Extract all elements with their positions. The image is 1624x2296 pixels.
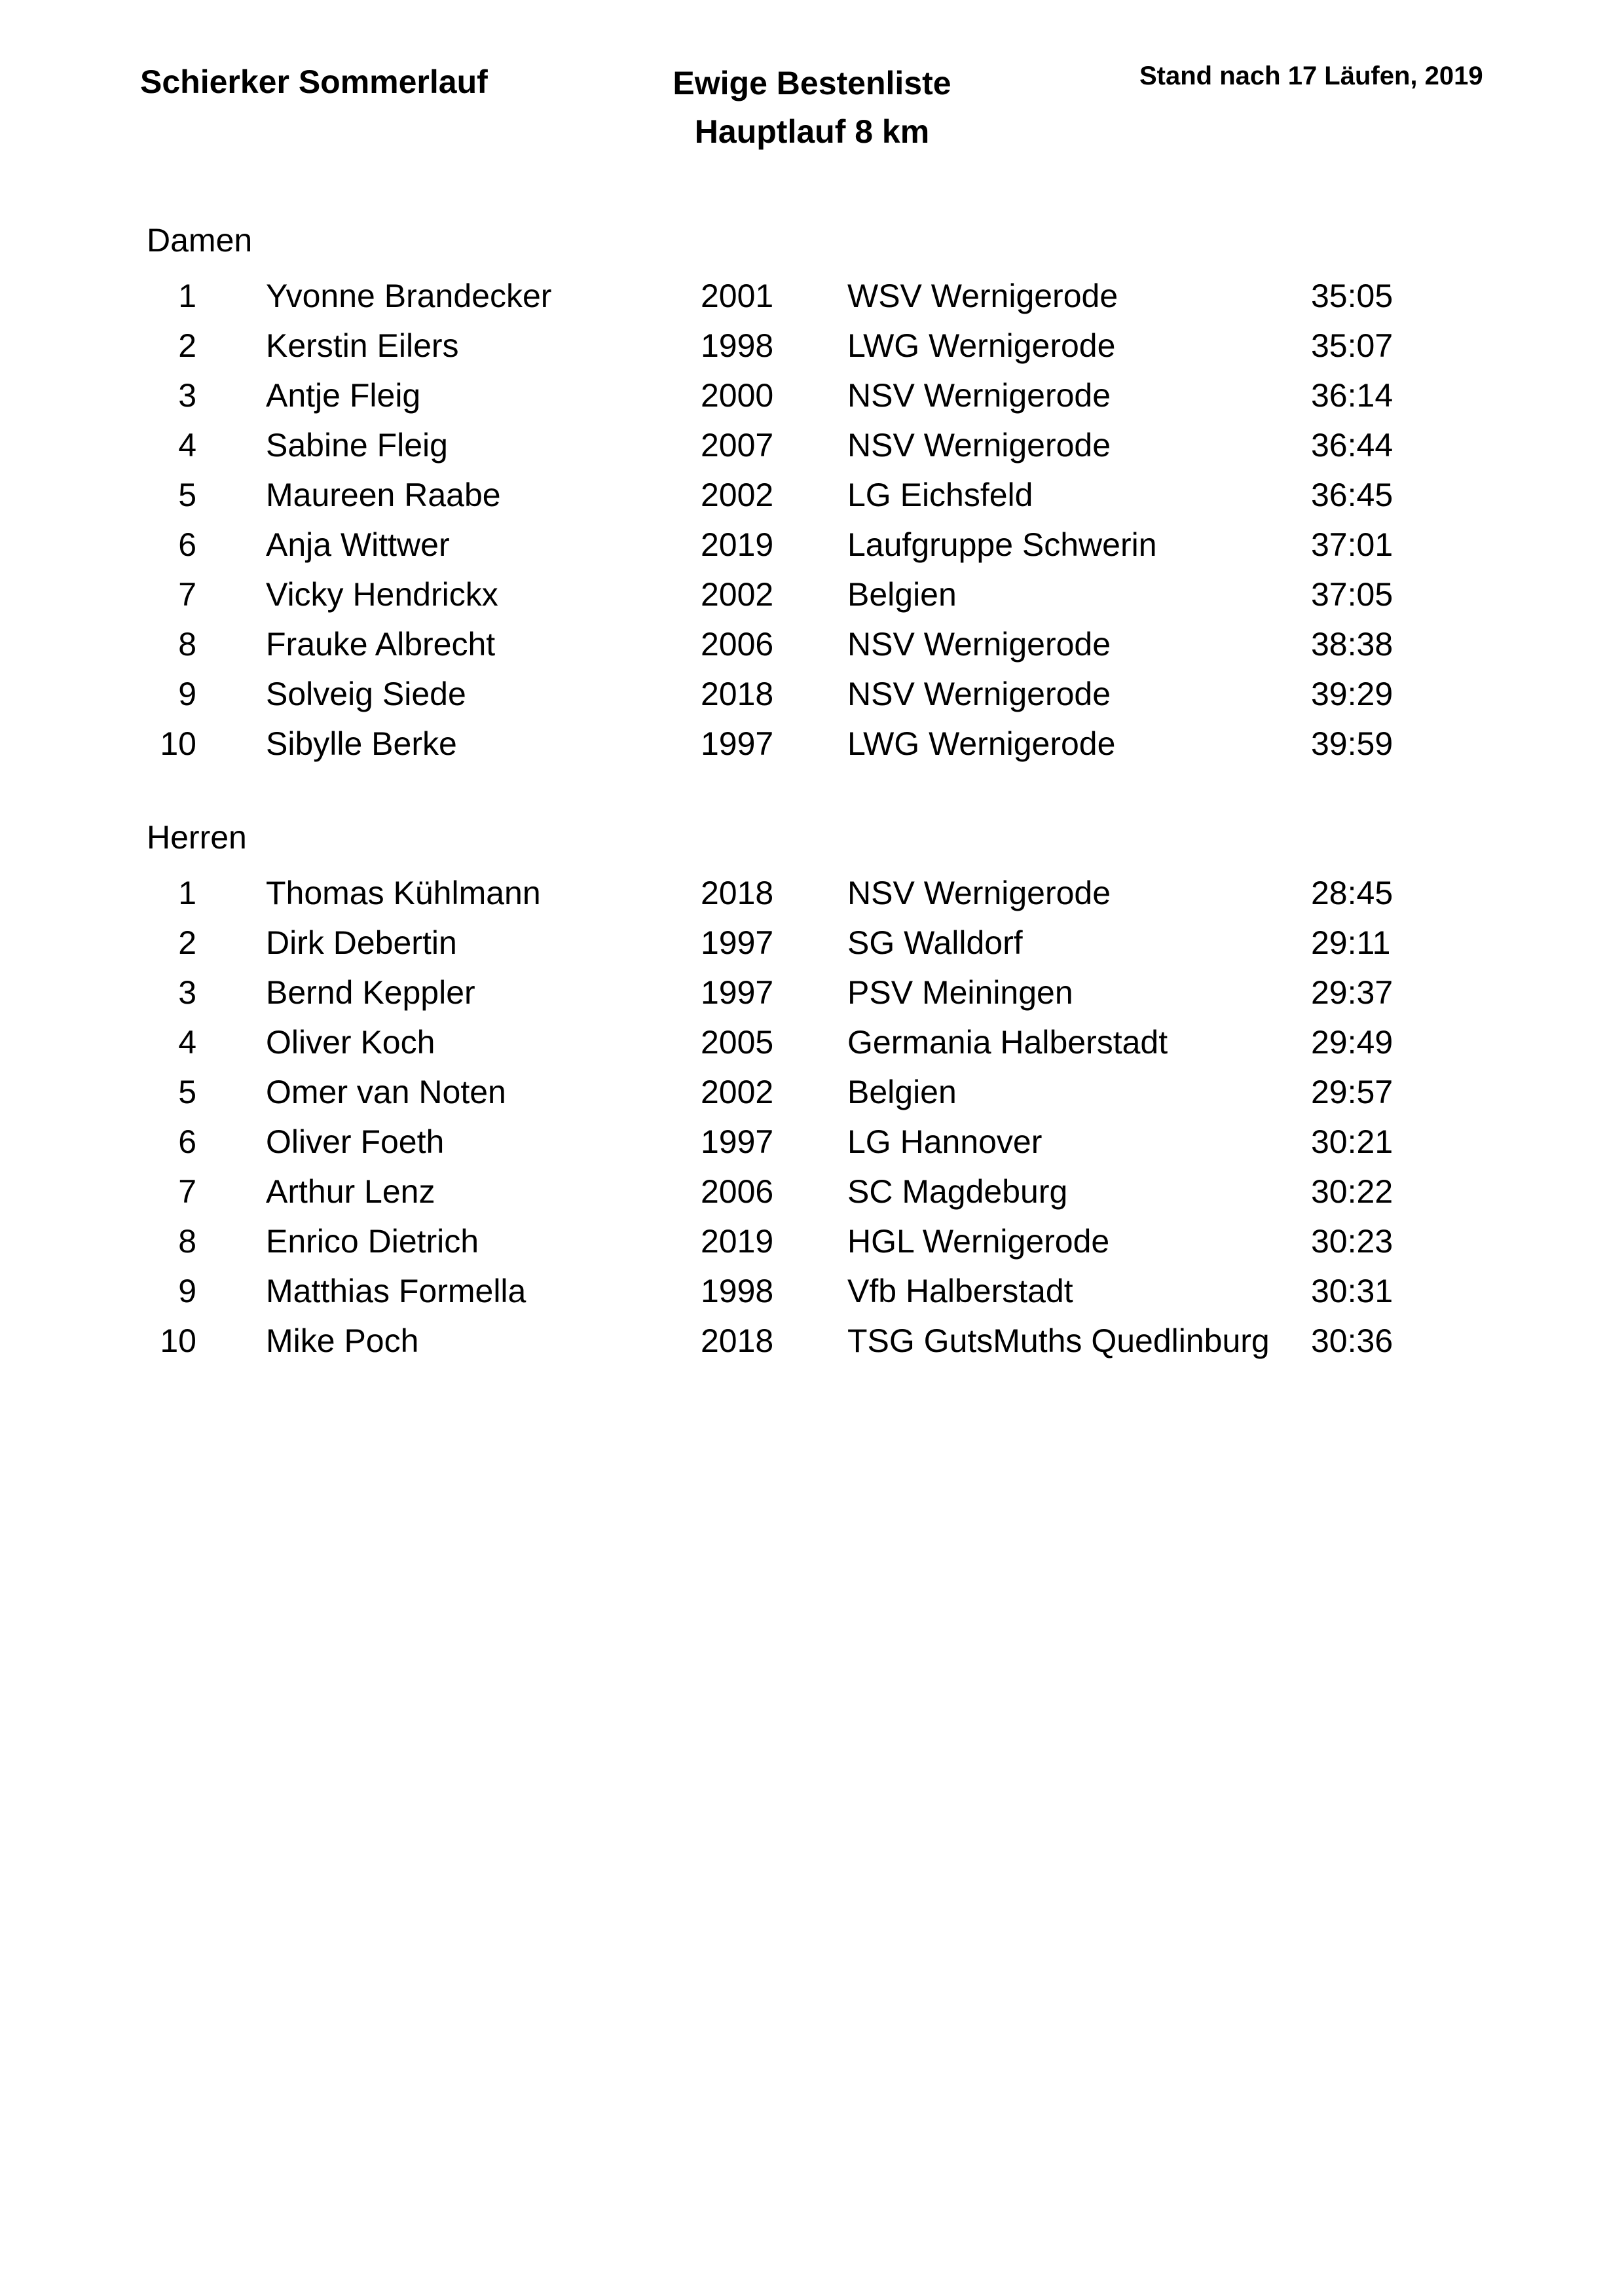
table-row [0,271,1624,321]
table-row [0,918,1624,968]
club-cell: LWG Wernigerode [847,725,1116,762]
year-cell: 2005 [701,1024,774,1061]
title-line-1: Ewige Bestenliste [673,65,951,101]
table-row [0,1167,1624,1216]
year-cell: 2018 [701,1322,774,1359]
year-cell: 2002 [701,477,774,513]
name-cell: Oliver Koch [266,1024,435,1061]
club-cell: PSV Meiningen [847,974,1073,1011]
time-cell: 29:57 [1311,1074,1393,1110]
year-cell: 2002 [701,1074,774,1110]
club-cell: SC Magdeburg [847,1173,1068,1210]
rank-cell: 8 [178,626,196,663]
table-row [0,321,1624,371]
time-cell: 30:36 [1311,1322,1393,1359]
club-cell: Germania Halberstadt [847,1024,1168,1061]
time-cell: 38:38 [1311,626,1393,663]
table-row [0,371,1624,420]
time-cell: 30:31 [1311,1273,1393,1309]
rank-cell: 7 [178,1173,196,1210]
name-cell: Anja Wittwer [266,526,450,563]
club-cell: Belgien [847,576,957,613]
rank-cell: 2 [178,924,196,961]
year-cell: 1997 [701,924,774,961]
table-row [0,1316,1624,1366]
club-cell: NSV Wernigerode [847,427,1111,464]
rank-cell: 4 [178,427,196,464]
club-cell: LWG Wernigerode [847,327,1116,364]
year-cell: 1998 [701,327,774,364]
time-cell: 36:14 [1311,377,1393,414]
club-cell: NSV Wernigerode [847,875,1111,911]
name-cell: Maureen Raabe [266,477,501,513]
rank-cell: 6 [178,1123,196,1160]
name-cell: Vicky Hendrickx [266,576,498,613]
section-title: Damen [147,222,253,259]
time-cell: 29:37 [1311,974,1393,1011]
table-row [0,420,1624,470]
table-row [0,1117,1624,1167]
rank-cell: 7 [178,576,196,613]
name-cell: Frauke Albrecht [266,626,496,663]
club-cell: Belgien [847,1074,957,1110]
club-cell: NSV Wernigerode [847,676,1111,712]
time-cell: 30:23 [1311,1223,1393,1260]
table-row [0,719,1624,769]
section-title: Herren [147,819,247,856]
name-cell: Arthur Lenz [266,1173,435,1210]
name-cell: Mike Poch [266,1322,419,1359]
year-cell: 2001 [701,278,774,314]
time-cell: 30:21 [1311,1123,1393,1160]
name-cell: Bernd Keppler [266,974,475,1011]
year-cell: 2019 [701,1223,774,1260]
rank-cell: 1 [178,875,196,911]
name-cell: Sibylle Berke [266,725,457,762]
year-cell: 2000 [701,377,774,414]
club-cell: SG Walldorf [847,924,1023,961]
rank-cell: 10 [160,1322,196,1359]
name-cell: Matthias Formella [266,1273,526,1309]
time-cell: 39:59 [1311,725,1393,762]
rank-cell: 4 [178,1024,196,1061]
time-cell: 29:49 [1311,1024,1393,1061]
rank-cell: 1 [178,278,196,314]
year-cell: 1997 [701,1123,774,1160]
club-cell: WSV Wernigerode [847,278,1118,314]
table-row [0,570,1624,619]
time-cell: 35:05 [1311,278,1393,314]
name-cell: Omer van Noten [266,1074,506,1110]
time-cell: 36:44 [1311,427,1393,464]
club-cell: LG Eichsfeld [847,477,1033,513]
club-cell: NSV Wernigerode [847,377,1111,414]
time-cell: 39:29 [1311,676,1393,712]
table-row [0,868,1624,918]
time-cell: 28:45 [1311,875,1393,911]
rank-cell: 6 [178,526,196,563]
name-cell: Solveig Siede [266,676,466,712]
name-cell: Sabine Fleig [266,427,448,464]
year-cell: 2018 [701,875,774,911]
document-title [629,59,995,156]
club-cell: Laufgruppe Schwerin [847,526,1157,563]
event-name: Schierker Sommerlauf [140,64,488,100]
name-cell: Enrico Dietrich [266,1223,479,1260]
rank-cell: 8 [178,1223,196,1260]
rank-cell: 10 [160,725,196,762]
rank-cell: 5 [178,477,196,513]
title-line-2: Hauptlauf 8 km [694,113,930,150]
rank-cell: 3 [178,377,196,414]
time-cell: 35:07 [1311,327,1393,364]
table-row [0,968,1624,1017]
rank-cell: 9 [178,676,196,712]
club-cell: Vfb Halberstadt [847,1273,1073,1309]
rank-cell: 2 [178,327,196,364]
year-cell: 1998 [701,1273,774,1309]
table-row [0,470,1624,520]
time-cell: 30:22 [1311,1173,1393,1210]
name-cell: Antje Fleig [266,377,421,414]
name-cell: Oliver Foeth [266,1123,445,1160]
table-row [0,1266,1624,1316]
time-cell: 29:11 [1311,924,1391,961]
club-cell: HGL Wernigerode [847,1223,1110,1260]
table-row [0,669,1624,719]
table-row [0,1017,1624,1067]
rank-cell: 3 [178,974,196,1011]
rank-cell: 5 [178,1074,196,1110]
year-cell: 2006 [701,1173,774,1210]
table-row [0,619,1624,669]
time-cell: 37:01 [1311,526,1393,563]
year-cell: 2002 [701,576,774,613]
table-row [0,520,1624,570]
year-cell: 2018 [701,676,774,712]
time-cell: 37:05 [1311,576,1393,613]
table-row [0,1216,1624,1266]
club-cell: NSV Wernigerode [847,626,1111,663]
name-cell: Dirk Debertin [266,924,457,961]
name-cell: Kerstin Eilers [266,327,459,364]
year-cell: 1997 [701,725,774,762]
name-cell: Yvonne Brandecker [266,278,552,314]
name-cell: Thomas Kühlmann [266,875,541,911]
status-note: Stand nach 17 Läufen, 2019 [1139,62,1483,90]
year-cell: 1997 [701,974,774,1011]
club-cell: LG Hannover [847,1123,1043,1160]
club-cell: TSG GutsMuths Quedlinburg [847,1322,1270,1359]
rank-cell: 9 [178,1273,196,1309]
time-cell: 36:45 [1311,477,1393,513]
year-cell: 2019 [701,526,774,563]
year-cell: 2006 [701,626,774,663]
table-row [0,1067,1624,1117]
year-cell: 2007 [701,427,774,464]
